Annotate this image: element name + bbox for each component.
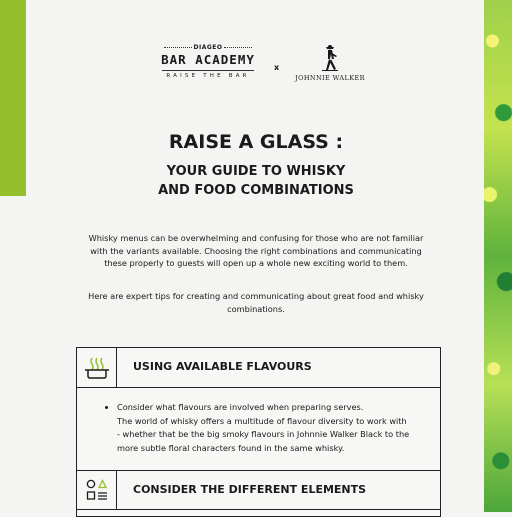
tips-box — [76, 347, 441, 517]
johnnie-walker-logo — [290, 44, 370, 82]
right-decorative-strip — [484, 0, 512, 512]
page-title: RAISE A GLASS : — [168, 131, 344, 153]
bar-academy-title: BAR ACADEMY — [161, 52, 255, 67]
list-item: • Consider what flavours are involved when preparing serves. — [117, 401, 411, 415]
subtitle-line-2: AND FOOD COMBINATIONS — [158, 183, 354, 198]
intro-paragraph: Whisky menus can be overwhelming and confusing for those who are not familiar with the variants available. Choosing the right combinations and communicating these properly to guests will open up a whole new exciting world to them. — [88, 233, 424, 268]
intro-paragraph-2: Here are expert tips for creating and communicating about great food and whisky combinations. — [88, 291, 424, 314]
subtitle-line-1: YOUR GUIDE TO WHISKY — [166, 164, 346, 179]
section-heading: CONSIDER THE DIFFERENT ELEMENTS — [133, 483, 367, 496]
left-accent-bar — [0, 0, 26, 196]
section-body-text: The world of whisky offers a multitude of flavour diversity to work with - whether that be the big smoky flavours in Johnnie Walker Black to the more subtle floral characters found in the same whisky. — [117, 415, 410, 453]
shapes-icon — [85, 478, 109, 502]
bar-academy-logo — [158, 44, 258, 79]
section-heading: USING AVAILABLE FLAVOURS — [133, 360, 312, 373]
section-body-flavours — [101, 401, 411, 455]
page-subtitle — [60, 162, 452, 200]
section-header-flavours — [77, 348, 440, 388]
bar-academy-tagline: RAISE THE BAR — [166, 73, 250, 79]
striding-man-icon — [319, 44, 341, 72]
diageo-label: DIAGEO — [193, 44, 223, 51]
cooking-pot-icon — [84, 356, 110, 380]
header-logos — [158, 44, 368, 94]
johnnie-walker-wordmark: JOHNNIE WALKER — [295, 74, 365, 82]
section-header-elements — [77, 470, 440, 510]
collab-x: x — [274, 63, 280, 72]
